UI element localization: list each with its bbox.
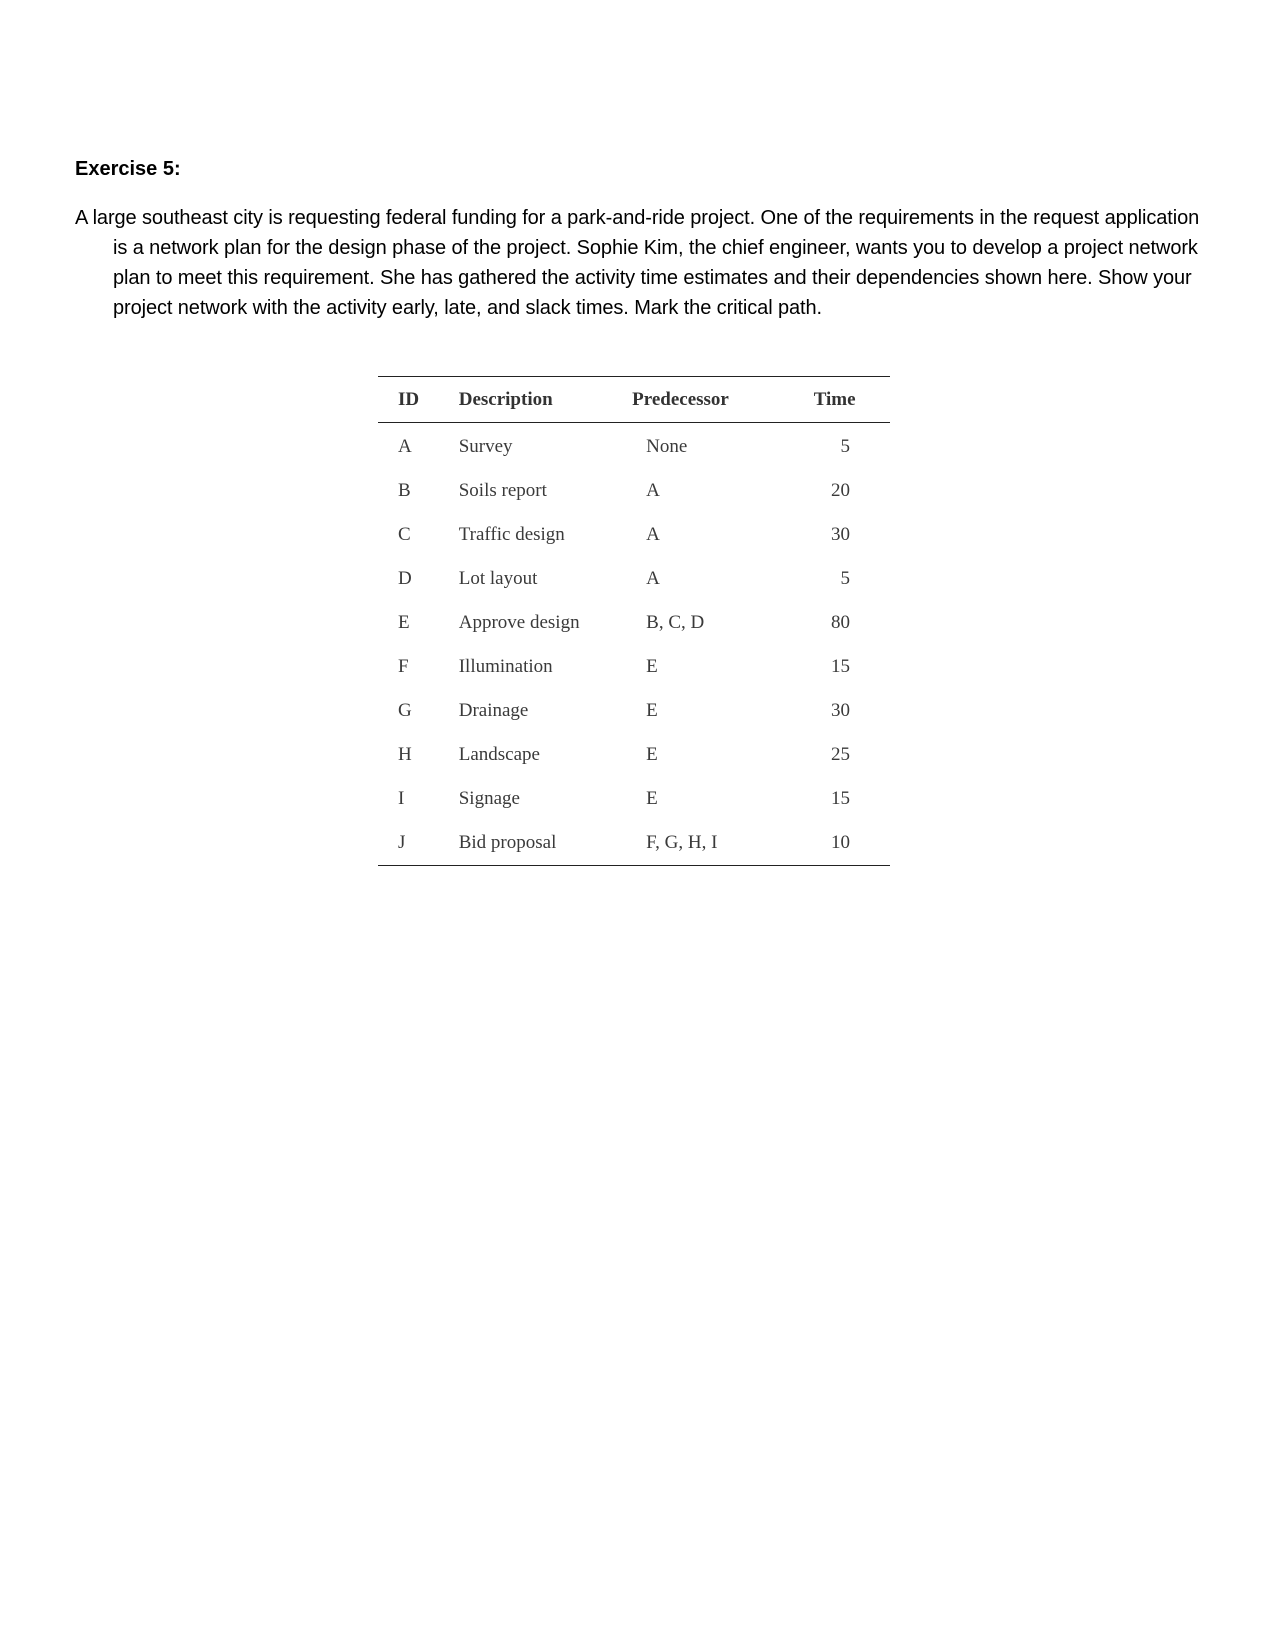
cell-predecessor: E: [646, 744, 658, 765]
cell-id: F: [398, 656, 409, 677]
cell-time: 5: [840, 436, 850, 457]
table-row: [378, 733, 890, 777]
cell-time: 20: [831, 480, 850, 501]
table-row: [378, 601, 890, 645]
cell-time: 15: [831, 788, 850, 809]
cell-id: A: [398, 436, 412, 457]
cell-id: J: [398, 832, 406, 853]
cell-predecessor: E: [646, 700, 658, 721]
cell-predecessor: F, G, H, I: [646, 832, 718, 853]
cell-description: Lot layout: [458, 568, 538, 589]
cell-predecessor: A: [646, 524, 660, 545]
cell-predecessor: A: [646, 568, 660, 589]
cell-description: Drainage: [458, 700, 529, 721]
cell-description: Approve design: [458, 612, 580, 633]
activity-table: [378, 376, 890, 866]
table-row: [378, 423, 890, 470]
cell-predecessor: E: [646, 656, 658, 677]
exercise-heading: Exercise 5:: [75, 158, 181, 180]
cell-id: D: [398, 568, 412, 589]
table-row: [378, 557, 890, 601]
cell-time: 15: [831, 656, 850, 677]
cell-description: Illumination: [458, 656, 553, 677]
cell-predecessor: B, C, D: [646, 612, 705, 633]
cell-time: 25: [831, 744, 850, 765]
cell-id: C: [398, 524, 411, 545]
cell-id: I: [398, 788, 405, 809]
table-row: [378, 645, 890, 689]
cell-description: Soils report: [458, 480, 547, 501]
cell-description: Bid proposal: [458, 832, 557, 853]
cell-time: 10: [831, 832, 850, 853]
table-row: [378, 821, 890, 866]
table-header-row: [378, 377, 890, 423]
activity-table-body: [378, 423, 890, 866]
cell-description: Landscape: [458, 744, 540, 765]
header-time: Time: [779, 377, 890, 423]
table-row: [378, 513, 890, 557]
cell-predecessor: None: [646, 436, 688, 457]
cell-predecessor: A: [646, 480, 660, 501]
cell-time: 30: [831, 524, 850, 545]
cell-id: G: [398, 700, 412, 721]
header-predecessor: Predecessor: [632, 377, 779, 423]
cell-id: H: [398, 744, 412, 765]
cell-id: B: [398, 480, 411, 501]
cell-id: E: [398, 612, 410, 633]
table-row: [378, 469, 890, 513]
header-description: Description: [459, 377, 632, 423]
table-row: [378, 777, 890, 821]
table-row: [378, 689, 890, 733]
cell-description: Signage: [458, 788, 520, 809]
header-id: ID: [378, 377, 459, 423]
activity-table-container: [378, 376, 890, 866]
cell-description: Survey: [458, 436, 513, 457]
cell-predecessor: E: [646, 788, 658, 809]
cell-description: Traffic design: [458, 524, 565, 545]
cell-time: 30: [831, 700, 850, 721]
cell-time: 80: [831, 612, 850, 633]
cell-time: 5: [840, 568, 850, 589]
exercise-prompt: A large southeast city is requesting federal funding for a park-and-ride project. One of the requirements in the request application is a network plan for the design phase of the project. Sophie Kim, the chief engineer, wants you to develop a project network plan to meet this requirement. She has gathered the activity time estimates and their dependencies shown here. Show your project network with the activity early, late, and slack times. Mark the critical path.: [75, 207, 1200, 319]
